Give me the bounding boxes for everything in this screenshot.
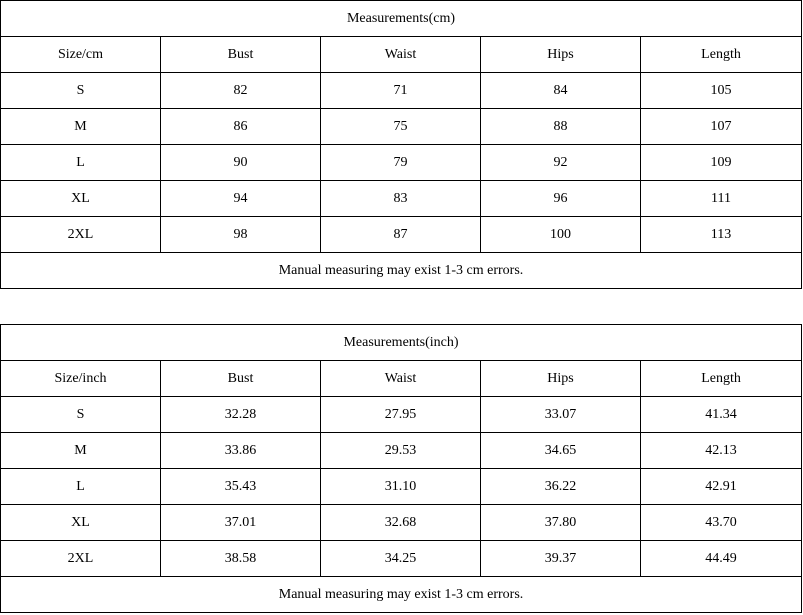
size-chart-cm-table (0, 0, 802, 289)
column-header-length: Length (641, 361, 802, 397)
column-header-size: Size/cm (1, 37, 161, 73)
column-header-size: Size/inch (1, 361, 161, 397)
hips-cell: 100 (481, 217, 641, 253)
length-cell: 107 (641, 109, 802, 145)
length-cell: 111 (641, 181, 802, 217)
bust-cell: 33.86 (161, 433, 321, 469)
size-cell: XL (1, 505, 161, 541)
table-row (1, 397, 802, 433)
table-title-row (1, 325, 802, 361)
size-cell: L (1, 145, 161, 181)
column-header-bust: Bust (161, 37, 321, 73)
bust-cell: 98 (161, 217, 321, 253)
length-cell: 105 (641, 73, 802, 109)
size-cell: S (1, 397, 161, 433)
hips-cell: 88 (481, 109, 641, 145)
bust-cell: 35.43 (161, 469, 321, 505)
table-header-row (1, 37, 802, 73)
waist-cell: 71 (321, 73, 481, 109)
waist-cell: 31.10 (321, 469, 481, 505)
size-cell: 2XL (1, 217, 161, 253)
bust-cell: 86 (161, 109, 321, 145)
table-title-row (1, 1, 802, 37)
length-cell: 42.91 (641, 469, 802, 505)
waist-cell: 87 (321, 217, 481, 253)
hips-cell: 36.22 (481, 469, 641, 505)
bust-cell: 32.28 (161, 397, 321, 433)
bust-cell: 37.01 (161, 505, 321, 541)
size-cell: L (1, 469, 161, 505)
table-note: Manual measuring may exist 1-3 cm errors. (1, 577, 802, 613)
size-cell: 2XL (1, 541, 161, 577)
size-cell: M (1, 433, 161, 469)
bust-cell: 90 (161, 145, 321, 181)
bust-cell: 82 (161, 73, 321, 109)
waist-cell: 29.53 (321, 433, 481, 469)
hips-cell: 84 (481, 73, 641, 109)
bust-cell: 38.58 (161, 541, 321, 577)
table-row (1, 541, 802, 577)
table-row (1, 217, 802, 253)
waist-cell: 27.95 (321, 397, 481, 433)
size-chart-inch-table (0, 324, 802, 613)
column-header-bust: Bust (161, 361, 321, 397)
length-cell: 113 (641, 217, 802, 253)
column-header-length: Length (641, 37, 802, 73)
waist-cell: 75 (321, 109, 481, 145)
column-header-hips: Hips (481, 361, 641, 397)
length-cell: 109 (641, 145, 802, 181)
column-header-waist: Waist (321, 361, 481, 397)
table-note-row (1, 253, 802, 289)
hips-cell: 92 (481, 145, 641, 181)
column-header-waist: Waist (321, 37, 481, 73)
table-row (1, 469, 802, 505)
hips-cell: 34.65 (481, 433, 641, 469)
table-note-row (1, 577, 802, 613)
table-row (1, 505, 802, 541)
table-note: Manual measuring may exist 1-3 cm errors. (1, 253, 802, 289)
hips-cell: 33.07 (481, 397, 641, 433)
table-header-row (1, 361, 802, 397)
waist-cell: 83 (321, 181, 481, 217)
hips-cell: 39.37 (481, 541, 641, 577)
bust-cell: 94 (161, 181, 321, 217)
hips-cell: 96 (481, 181, 641, 217)
length-cell: 41.34 (641, 397, 802, 433)
table-row (1, 73, 802, 109)
table-row (1, 145, 802, 181)
table-row (1, 181, 802, 217)
waist-cell: 34.25 (321, 541, 481, 577)
length-cell: 44.49 (641, 541, 802, 577)
column-header-hips: Hips (481, 37, 641, 73)
table-title: Measurements(cm) (1, 1, 802, 37)
waist-cell: 79 (321, 145, 481, 181)
length-cell: 43.70 (641, 505, 802, 541)
table-row (1, 109, 802, 145)
waist-cell: 32.68 (321, 505, 481, 541)
size-cell: XL (1, 181, 161, 217)
length-cell: 42.13 (641, 433, 802, 469)
table-title: Measurements(inch) (1, 325, 802, 361)
size-cell: S (1, 73, 161, 109)
table-row (1, 433, 802, 469)
size-cell: M (1, 109, 161, 145)
hips-cell: 37.80 (481, 505, 641, 541)
